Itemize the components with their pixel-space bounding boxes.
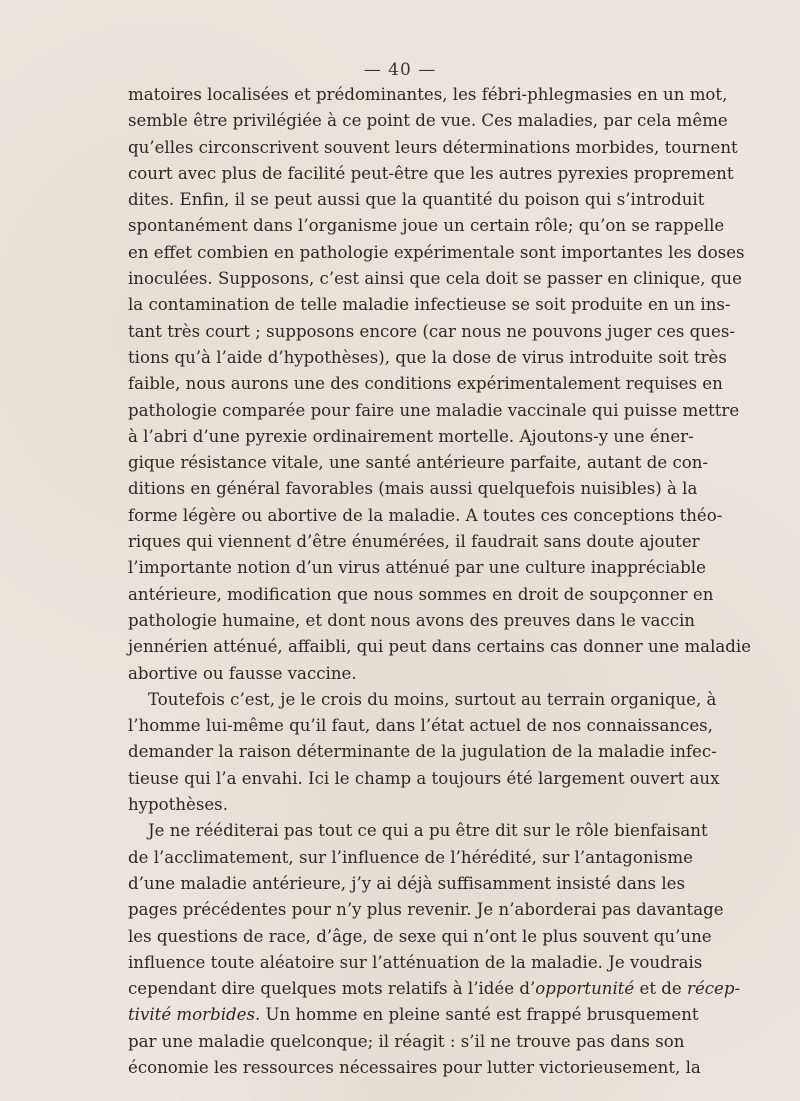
- line-text: la contamination de telle maladie infectieuse se soit produite en un ins-: [128, 295, 731, 315]
- text-line: [128, 845, 693, 871]
- line-text: dites. Enfin, il se peut aussi que la quantité du poison qui s’introduit: [128, 190, 705, 210]
- line-text: . Un homme en pleine santé est frappé brusquement: [254, 1005, 699, 1025]
- line-text: par une maladie quelconque; il réagit : s’il ne trouve pas dans son: [128, 1031, 685, 1051]
- text-line: [128, 1002, 699, 1028]
- text-line: [128, 950, 703, 976]
- page-number: — 40 —: [363, 60, 437, 80]
- text-line: [128, 108, 728, 134]
- line-text: gique résistance vitale, une santé antérieure parfaite, autant de con-: [128, 453, 709, 473]
- text-line: [128, 213, 725, 239]
- text-line: [128, 424, 694, 450]
- line-text: d’une maladie antérieure, j’y ai déjà suffisamment insisté dans les: [128, 873, 685, 893]
- text-line: [128, 713, 713, 739]
- italic-term: récep-: [687, 979, 741, 999]
- line-text: pathologie humaine, et dont nous avons des preuves dans le vaccin: [128, 610, 695, 630]
- italic-term: opportunité: [535, 979, 635, 999]
- line-text: hypothèses.: [128, 795, 228, 815]
- text-line: [128, 398, 740, 424]
- line-text: les questions de race, d’âge, de sexe qui n’ont le plus souvent qu’une: [128, 926, 712, 946]
- text-line: [128, 1055, 701, 1081]
- line-text: en effet combien en pathologie expérimentale sont importantes les doses: [128, 242, 745, 262]
- line-text: antérieure, modification que nous sommes en droit de soupçonner en: [128, 584, 714, 604]
- line-text: spontanément dans l’organisme joue un certain rôle; qu’on se rappelle: [128, 216, 725, 236]
- line-text: pathologie comparée pour faire une maladie vaccinale qui puisse mettre: [128, 400, 740, 420]
- line-text: influence toute aléatoire sur l’atténuation de la maladie. Je voudrais: [128, 952, 703, 972]
- line-text: court avec plus de facilité peut-être que les autres pyrexies proprement: [128, 163, 734, 183]
- text-line: [128, 818, 708, 844]
- text-line: [128, 345, 727, 371]
- line-text: inoculées. Supposons, c’est ainsi que cela doit se passer en clinique, que: [128, 269, 742, 289]
- body-text: [128, 82, 752, 1081]
- text-line: [128, 187, 705, 213]
- line-text: riques qui viennent d’être énumérées, il faudrait sans doute ajouter: [128, 532, 700, 552]
- text-line: [128, 161, 734, 187]
- line-text: qu’elles circonscrivent souvent leurs déterminations morbides, tournent: [128, 137, 738, 157]
- text-line: [128, 135, 738, 161]
- line-text: de l’acclimatement, sur l’influence de l’hérédité, sur l’antagonisme: [128, 847, 693, 867]
- text-line: [128, 687, 717, 713]
- text-line: [128, 924, 712, 950]
- line-text: l’importante notion d’un virus atténué par une culture inappréciable: [128, 558, 706, 578]
- text-line: [128, 371, 723, 397]
- line-text: faible, nous aurons une des conditions expérimentalement requises en: [128, 374, 723, 394]
- line-text: tieuse qui l’a envahi. Ici le champ a toujours été largement ouvert aux: [128, 768, 720, 788]
- text-line: [128, 897, 724, 923]
- line-text: pages précédentes pour n’y plus revenir. Je n’aborderai pas davantage: [128, 900, 724, 920]
- line-text: tions qu’à l’aide d’hypothèses), que la dose de virus introduite soit très: [128, 347, 727, 367]
- line-text: tant très court ; supposons encore (car nous ne pouvons juger ces ques-: [128, 321, 735, 341]
- text-line: [128, 871, 685, 897]
- line-text: cependant dire quelques mots relatifs à l’idée d’: [128, 979, 536, 999]
- text-line: [128, 634, 752, 660]
- line-text: Je ne rééditerai pas tout ce qui a pu être dit sur le rôle bienfaisant: [148, 821, 708, 841]
- text-line: [128, 608, 695, 634]
- line-text: et de: [634, 979, 688, 999]
- text-line: [128, 792, 673, 818]
- line-text: matoires localisées et prédominantes, les fébri-phlegmasies en un mot,: [128, 85, 728, 104]
- text-line: [128, 476, 698, 502]
- text-line: [128, 766, 720, 792]
- text-line: [128, 1029, 685, 1055]
- line-text: abortive ou fausse vaccine.: [128, 663, 357, 683]
- line-text: semble être privilégiée à ce point de vue. Ces maladies, par cela même: [128, 111, 728, 131]
- text-line: [128, 976, 741, 1002]
- text-line: [128, 319, 735, 345]
- line-text: jennérien atténué, affaibli, qui peut dans certains cas donner une maladie: [128, 637, 752, 657]
- text-line: [128, 529, 700, 555]
- text-line: [128, 82, 728, 108]
- italic-term: tivité morbides: [128, 1005, 255, 1025]
- line-text: demander la raison déterminante de la jugulation de la maladie infec-: [128, 742, 717, 762]
- text-line: [128, 503, 723, 529]
- line-text: forme légère ou abortive de la maladie. A toutes ces conceptions théo-: [128, 505, 723, 525]
- line-text: Toutefois c’est, je le crois du moins, surtout au terrain organique, à: [148, 689, 717, 709]
- line-text: l’homme lui-même qu’il faut, dans l’état actuel de nos connaissances,: [128, 716, 713, 736]
- text-line: [128, 266, 742, 292]
- text-line: [128, 292, 731, 318]
- line-text: ditions en général favorables (mais aussi quelquefois nuisibles) à la: [128, 479, 698, 499]
- text-line: [128, 582, 714, 608]
- line-text: à l’abri d’une pyrexie ordinairement mortelle. Ajoutons-y une éner-: [128, 426, 694, 446]
- text-line: [128, 739, 717, 765]
- text-line: [128, 450, 709, 476]
- text-line: [128, 555, 706, 581]
- text-line: [128, 661, 673, 687]
- line-text: économie les ressources nécessaires pour lutter victorieusement, la: [128, 1057, 701, 1077]
- text-line: [128, 240, 745, 266]
